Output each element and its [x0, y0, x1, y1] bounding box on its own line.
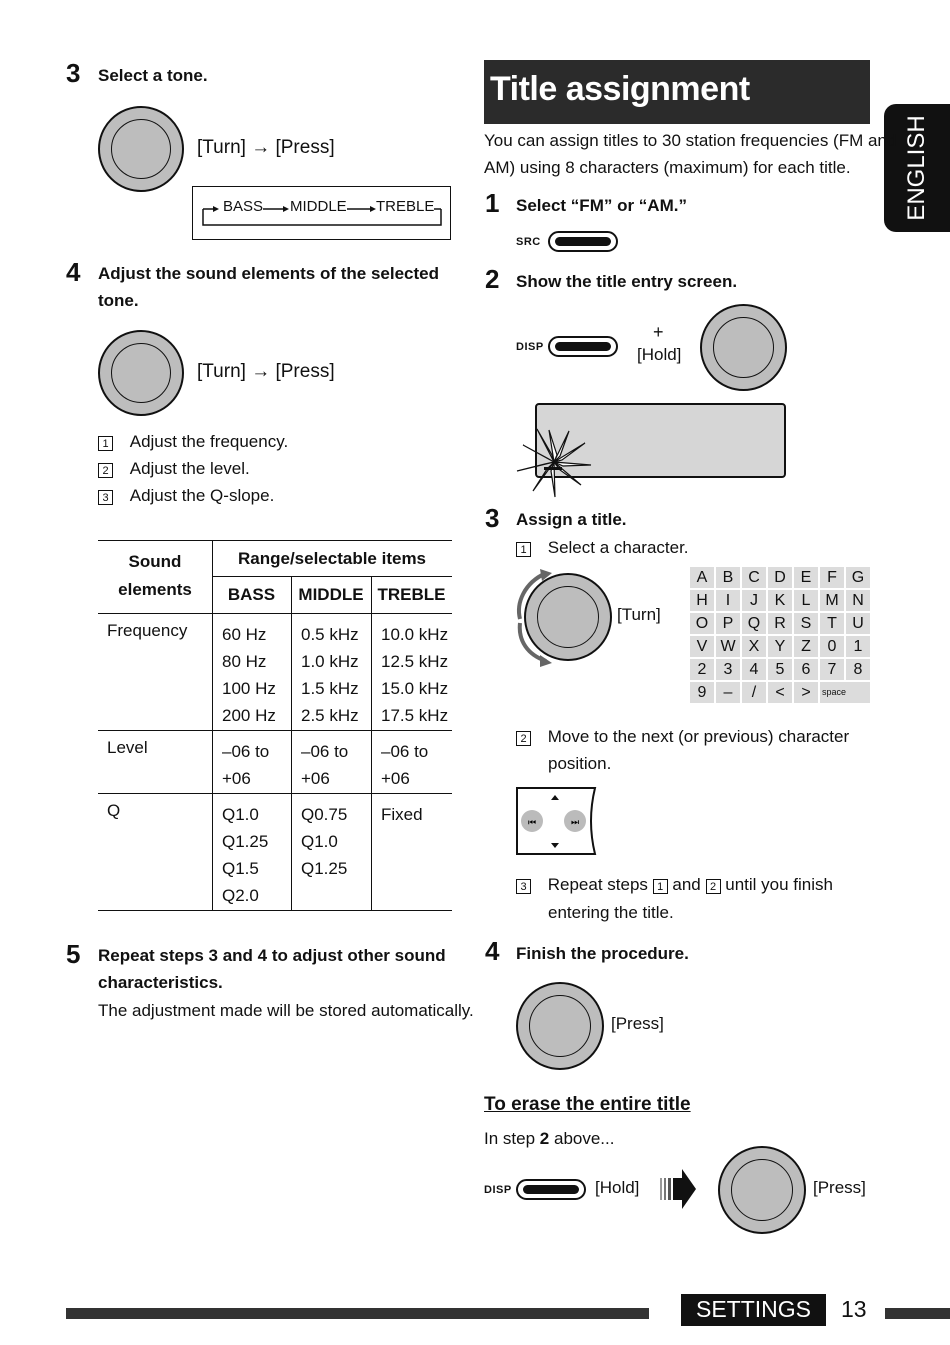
charset-cell: X	[742, 636, 766, 657]
step-number: 3	[66, 58, 81, 88]
charset-cell: Q	[742, 613, 766, 634]
press-label: [Press]	[611, 1014, 664, 1033]
footer-bar	[66, 1308, 649, 1319]
charset-cell: K	[768, 590, 792, 611]
table-cell: 0.5 kHz 1.0 kHz 1.5 kHz 2.5 kHz	[301, 625, 359, 725]
table-cell: Fixed	[381, 805, 423, 824]
charset-cell: 1	[846, 636, 870, 657]
substep-number: 2	[98, 463, 113, 478]
plus-sign: +	[653, 322, 664, 342]
charset-cell: >	[794, 682, 818, 703]
control-knob-icon	[524, 573, 612, 661]
charset-cell: L	[794, 590, 818, 611]
step-title-cont: characteristics.	[98, 973, 223, 992]
step-title: Repeat steps 3 and 4 to adjust other sound	[98, 946, 446, 965]
page-number: 13	[841, 1296, 867, 1322]
charset-cell: /	[742, 682, 766, 703]
step-number: 4	[66, 257, 81, 287]
substep	[98, 486, 274, 506]
charset-cell: A	[690, 567, 714, 588]
next-arrow-icon	[660, 1168, 698, 1212]
turn-label: [Turn]	[617, 605, 661, 624]
control-knob-icon	[516, 982, 604, 1070]
control-knob-icon	[98, 330, 184, 416]
substep-text: Adjust the Q-slope.	[129, 486, 275, 505]
charset-cell: I	[716, 590, 740, 611]
charset-cell: W	[716, 636, 740, 657]
table-cell: –06 to +06	[301, 742, 349, 788]
direction-pad-icon	[515, 786, 599, 856]
hold-label: [Hold]	[595, 1178, 640, 1197]
tone-treble: TREBLE	[376, 198, 435, 215]
table-cell: 60 Hz 80 Hz 100 Hz 200 Hz	[222, 625, 276, 725]
substep-number: 3	[516, 879, 531, 894]
charset-cell: T	[820, 613, 844, 634]
control-knob-icon	[700, 304, 787, 391]
table-cell: Q1.0 Q1.25 Q1.5 Q2.0	[222, 805, 269, 905]
charset-cell: 6	[794, 659, 818, 680]
tone-middle: MIDDLE	[290, 198, 347, 215]
table-cell: Q0.75 Q1.0 Q1.25	[301, 805, 348, 878]
step-number: 2	[485, 264, 500, 294]
charset-cell: O	[690, 613, 714, 634]
table-cell: –06 to +06	[381, 742, 429, 788]
substep-text: Select a character.	[547, 538, 689, 557]
charset-cell: 7	[820, 659, 844, 680]
step-number: 5	[66, 939, 81, 969]
charset-cell: Y	[768, 636, 792, 657]
charset-cell: M	[820, 590, 844, 611]
footer-section-tab	[681, 1294, 826, 1326]
step-number: 1	[485, 188, 500, 218]
substep-number: 2	[516, 731, 531, 746]
tone-cycle-diagram	[192, 186, 451, 240]
charset-cell: 5	[768, 659, 792, 680]
svg-text:⏭: ⏭	[570, 817, 580, 827]
substep-number: 1	[98, 436, 113, 451]
substep	[516, 538, 689, 558]
charset-cell: –	[716, 682, 740, 703]
substep-text-cont: entering the title.	[548, 903, 674, 922]
step-title: Finish the procedure.	[516, 944, 689, 963]
substep-text-cont: position.	[548, 754, 612, 773]
charset-cell: 2	[690, 659, 714, 680]
charset-cell: D	[768, 567, 792, 588]
erase-text: In step 2 above...	[484, 1129, 615, 1148]
step-title: Select “FM” or “AM.”	[516, 196, 687, 215]
step-title: Assign a title.	[516, 510, 627, 529]
charset-cell: 4	[742, 659, 766, 680]
charset-cell: P	[716, 613, 740, 634]
control-knob-icon	[718, 1146, 806, 1234]
charset-cell: F	[820, 567, 844, 588]
hold-label: [Hold]	[637, 345, 682, 364]
charset-cell: Z	[794, 636, 818, 657]
charset-cell: U	[846, 613, 870, 634]
step-note: The adjustment made will be stored automatically.	[98, 1001, 474, 1020]
charset-cell: S	[794, 613, 818, 634]
section-header-bar	[484, 60, 870, 124]
intro-text: You can assign titles to 30 station frequencies (FM and	[484, 131, 897, 150]
step-title: Select a tone.	[98, 66, 208, 85]
table-header-sound: Sound	[128, 552, 182, 571]
button-label: DISP	[484, 1184, 512, 1196]
src-button-icon	[548, 231, 618, 252]
substep: 3 Repeat steps 1 and 2 until you finish	[516, 875, 833, 895]
intro-text: AM) using 8 characters (maximum) for each title.	[484, 158, 851, 177]
table-row-label: Q	[107, 801, 121, 820]
disp-button-icon	[548, 336, 618, 357]
step-number: 4	[485, 936, 500, 966]
charset-cell: R	[768, 613, 792, 634]
knob-instruction: [Turn] → [Press]	[197, 361, 335, 382]
substep-text: Adjust the level.	[129, 459, 250, 478]
table-cell: –06 to +06	[222, 742, 270, 788]
section-title: Title assignment	[490, 70, 750, 108]
svg-text:⏮: ⏮	[527, 817, 537, 827]
table-col-middle: MIDDLE	[298, 585, 364, 604]
table-col-treble: TREBLE	[377, 585, 446, 604]
character-set-grid	[690, 567, 870, 702]
disp-button-icon	[516, 1179, 586, 1200]
charset-cell: 3	[716, 659, 740, 680]
charset-cell: <	[768, 682, 792, 703]
charset-cell: H	[690, 590, 714, 611]
table-header-range: Range/selectable items	[237, 549, 427, 568]
language-tab-label: ENGLISH	[903, 115, 930, 221]
tone-bass: BASS	[223, 198, 264, 215]
charset-cell: C	[742, 567, 766, 588]
substep-text: Move to the next (or previous) character	[547, 727, 850, 746]
step-ref: 2	[706, 879, 721, 894]
charset-cell: V	[690, 636, 714, 657]
table-col-bass: BASS	[227, 585, 276, 604]
step-title: Adjust the sound elements of the selected	[98, 264, 440, 283]
step-title: Show the title entry screen.	[516, 272, 738, 291]
charset-cell: 0	[820, 636, 844, 657]
step-ref: 1	[653, 879, 668, 894]
tone-table	[98, 540, 452, 912]
charset-cell: space	[820, 682, 870, 703]
table-cell: 10.0 kHz 12.5 kHz 15.0 kHz 17.5 kHz	[381, 625, 449, 725]
knob-instruction: [Turn] → [Press]	[197, 137, 335, 158]
substep	[98, 432, 288, 452]
charset-cell: E	[794, 567, 818, 588]
table-header-elements: elements	[118, 580, 192, 599]
charset-cell: B	[716, 567, 740, 588]
substep-number: 1	[516, 542, 531, 557]
button-label: DISP	[516, 341, 544, 353]
substep-number: 3	[98, 490, 113, 505]
substep-text: Adjust the frequency.	[129, 432, 289, 451]
substep	[516, 727, 849, 747]
blinking-cursor-icon	[513, 425, 595, 499]
charset-cell: 9	[690, 682, 714, 703]
footer-bar-right	[885, 1308, 950, 1319]
table-row-label: Frequency	[107, 621, 188, 640]
substep	[98, 459, 250, 479]
language-tab	[884, 104, 950, 232]
erase-heading: To erase the entire title	[484, 1094, 691, 1115]
table-row-label: Level	[107, 738, 148, 757]
charset-cell: G	[846, 567, 870, 588]
step-number: 3	[485, 503, 500, 533]
charset-cell: 8	[846, 659, 870, 680]
control-knob-icon	[98, 106, 184, 192]
button-label: SRC	[516, 236, 541, 248]
step-title-cont: tone.	[98, 291, 139, 310]
footer-section-label: SETTINGS	[695, 1296, 811, 1322]
charset-cell: J	[742, 590, 766, 611]
press-label: [Press]	[813, 1178, 866, 1197]
charset-cell: N	[846, 590, 870, 611]
